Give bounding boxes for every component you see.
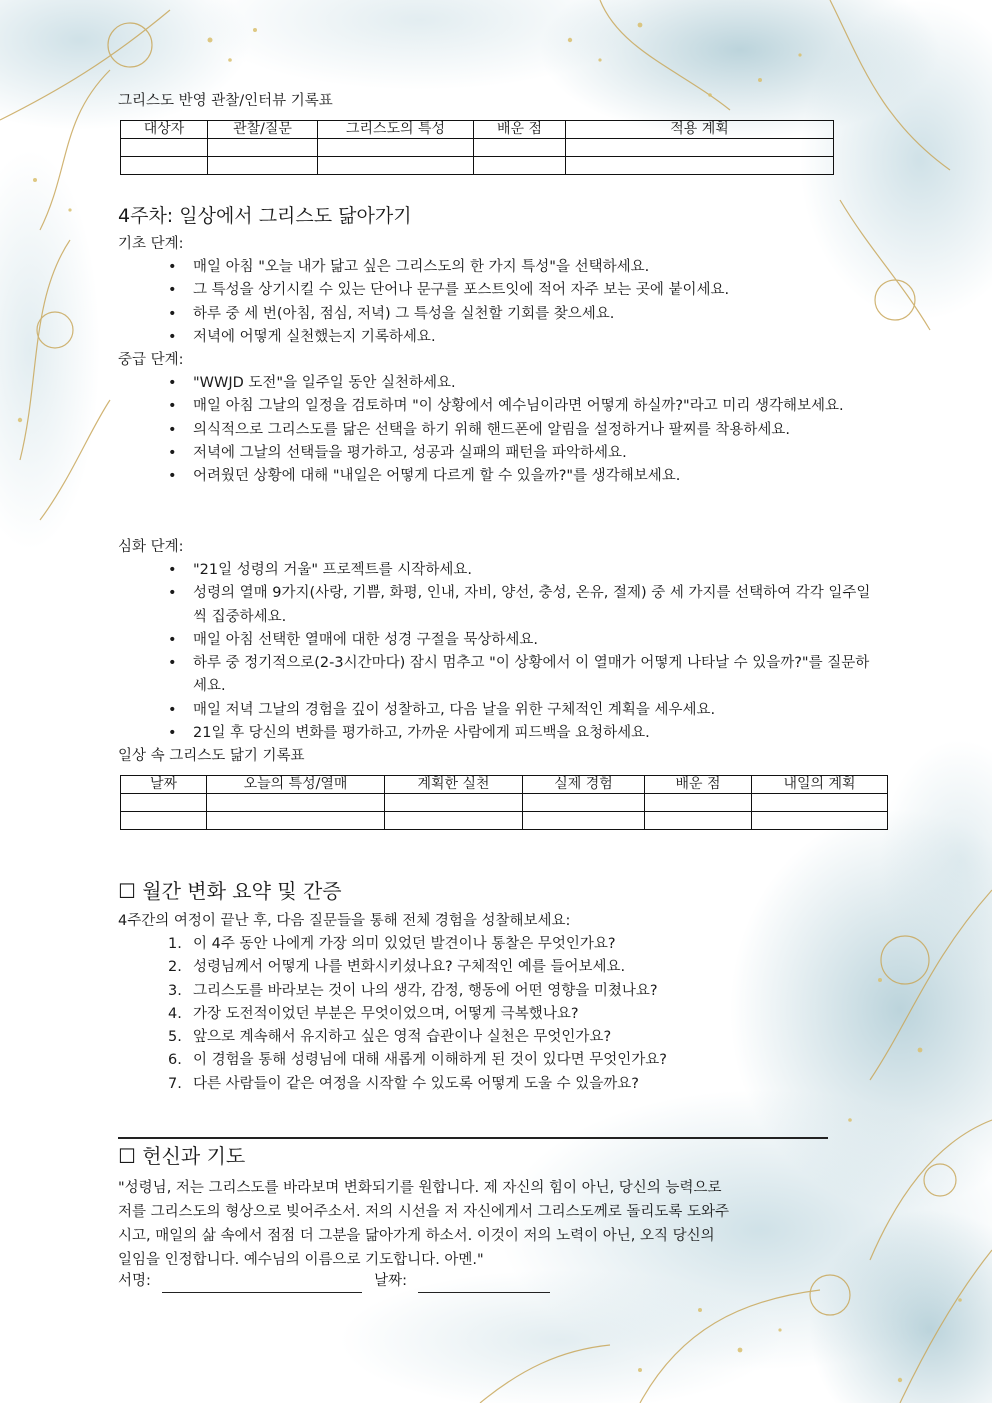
- table-header-cell: 관찰/질문: [208, 121, 318, 139]
- question-text: 다른 사람들이 같은 여정을 시작할 수 있도록 어떻게 도울 수 있을까요?: [193, 1075, 639, 1092]
- list-item: [168, 980, 873, 1003]
- table-cell[interactable]: [752, 794, 888, 812]
- table-cell[interactable]: [566, 139, 834, 157]
- prayer-line: "성령님, 저는 그리스도를 바라보며 변화되기를 원합니다. 제 자신의 힘이 아닌, 당신의 능력으로: [118, 1180, 722, 1196]
- list-item: • 하루 중 세 번(아침, 점심, 저녁) 그 특성을 실천할 기회를 찾으세요.: [168, 303, 873, 326]
- list-number: 5.: [168, 1029, 182, 1046]
- date-field[interactable]: [418, 1276, 550, 1293]
- table-header-cell: 대상자: [121, 121, 208, 139]
- table-header-row: [121, 776, 888, 794]
- list-item: • "21일 성령의 거울" 프로젝트를 시작하세요.: [168, 559, 873, 582]
- observe-table: [120, 120, 834, 175]
- table-cell[interactable]: [523, 794, 645, 812]
- mid-stage-label: 중급 단계:: [118, 352, 184, 368]
- list-item: • 매일 아침 그날의 일정을 검토하며 "이 상황에서 예수님이라면 어떻게 하실까?"라고 미리 생각해보세요.: [168, 395, 873, 418]
- table-cell[interactable]: [474, 139, 566, 157]
- table-cell[interactable]: [208, 139, 318, 157]
- list-item: • 성령의 열매 9가지(사랑, 기쁨, 화평, 인내, 자비, 양선, 충성, 온유, 절제) 중 세 가지를 선택하여 각각 일주일씩 집중하세요.: [168, 582, 873, 629]
- table-cell[interactable]: [523, 812, 645, 830]
- list-item: • 어려웠던 상황에 대해 "내일은 어떻게 다르게 할 수 있을까?"를 생각해보세요.: [168, 465, 873, 488]
- table-cell[interactable]: [385, 812, 523, 830]
- mid-stage-list: [168, 372, 873, 488]
- daily-table: [120, 775, 888, 830]
- basic-stage-label: 기초 단계:: [118, 236, 184, 252]
- table-row: [121, 157, 834, 175]
- list-item: • 매일 아침 선택한 열매에 대한 성경 구절을 묵상하세요.: [168, 629, 873, 652]
- table-row: [121, 812, 888, 830]
- prayer-line: 일임을 인정합니다. 예수님의 이름으로 기도합니다. 아멘.": [118, 1252, 484, 1268]
- basic-stage-list: [168, 256, 873, 349]
- commitment-heading: ☐ 헌신과 기도: [118, 1144, 246, 1168]
- signature-label: 서명:: [118, 1273, 151, 1289]
- list-item: • 의식적으로 그리스도를 닮은 선택을 하기 위해 핸드폰에 알림을 설정하거나 팔찌를 착용하세요.: [168, 419, 873, 442]
- summary-question-list: [168, 933, 873, 1096]
- table-cell[interactable]: [385, 794, 523, 812]
- table-header-cell: 배운 점: [645, 776, 752, 794]
- question-text: 이 경험을 통해 성령님에 대해 새롭게 이해하게 된 것이 있다면 무엇인가요?: [193, 1052, 667, 1069]
- table-cell[interactable]: [474, 157, 566, 175]
- table-cell[interactable]: [318, 139, 474, 157]
- deep-stage-list: [168, 559, 873, 745]
- observe-table-title: 그리스도 반영 관찰/인터뷰 기록표: [118, 93, 333, 109]
- list-item: [168, 1073, 873, 1096]
- section-divider: [118, 1137, 828, 1139]
- list-item: [168, 956, 873, 979]
- question-text: 성령님께서 어떻게 나를 변화시키셨나요? 구체적인 예를 들어보세요.: [193, 959, 626, 976]
- list-item: • 21일 후 당신의 변화를 평가하고, 가까운 사람에게 피드백을 요청하세요.: [168, 722, 873, 745]
- list-item: • 하루 중 정기적으로(2-3시간마다) 잠시 멈추고 "이 상황에서 이 열매가 어떻게 나타날 수 있을까?"를 질문하세요.: [168, 652, 873, 699]
- table-header-cell: 그리스도의 특성: [318, 121, 474, 139]
- signature-row: [118, 1270, 550, 1293]
- signature-field[interactable]: [162, 1276, 362, 1293]
- date-label: 날짜:: [374, 1273, 408, 1289]
- table-row: [121, 139, 834, 157]
- list-item: [168, 1026, 873, 1049]
- table-header-cell: 오늘의 특성/열매: [207, 776, 385, 794]
- list-number: 3.: [168, 982, 182, 999]
- prayer-line: 저를 그리스도의 형상으로 빚어주소서. 저의 시선을 저 자신에게서 그리스도께로 돌리도록 도와주: [118, 1204, 729, 1220]
- table-cell[interactable]: [121, 794, 207, 812]
- table-cell[interactable]: [566, 157, 834, 175]
- table-cell[interactable]: [207, 794, 385, 812]
- table-header-cell: 배운 점: [474, 121, 566, 139]
- list-item: • 매일 아침 "오늘 내가 닮고 싶은 그리스도의 한 가지 특성"을 선택하세요.: [168, 256, 873, 279]
- table-cell[interactable]: [121, 812, 207, 830]
- list-item: • 저녁에 어떻게 실천했는지 기록하세요.: [168, 326, 873, 349]
- table-header-row: [121, 121, 834, 139]
- table-cell[interactable]: [121, 157, 208, 175]
- list-number: 2.: [168, 959, 182, 976]
- question-text: 가장 도전적이었던 부분은 무엇이었으며, 어떻게 극복했나요?: [193, 1005, 579, 1022]
- list-item: • 그 특성을 상기시킬 수 있는 단어나 문구를 포스트잇에 적어 자주 보는 곳에 붙이세요.: [168, 279, 873, 302]
- table-header-cell: 날짜: [121, 776, 207, 794]
- daily-table-title: 일상 속 그리스도 닮기 기록표: [118, 748, 305, 764]
- table-row: [121, 794, 888, 812]
- table-cell[interactable]: [752, 812, 888, 830]
- list-item: [168, 1049, 873, 1072]
- list-item: [168, 933, 873, 956]
- question-text: 앞으로 계속해서 유지하고 싶은 영적 습관이나 실천은 무엇인가요?: [193, 1029, 612, 1046]
- summary-heading: ☐ 월간 변화 요약 및 간증: [118, 879, 342, 903]
- table-header-cell: 계획한 실천: [385, 776, 523, 794]
- table-cell[interactable]: [121, 139, 208, 157]
- deep-stage-label: 심화 단계:: [118, 539, 184, 555]
- list-number: 4.: [168, 1005, 182, 1022]
- table-cell[interactable]: [645, 794, 752, 812]
- list-number: 1.: [168, 936, 182, 952]
- list-item: [168, 1003, 873, 1026]
- question-text: 그리스도를 바라보는 것이 나의 생각, 감정, 행동에 어떤 영향을 미쳤나요?: [193, 982, 658, 999]
- table-header-cell: 실제 경험: [523, 776, 645, 794]
- table-cell[interactable]: [207, 812, 385, 830]
- list-item: • 저녁에 그날의 선택들을 평가하고, 성공과 실패의 패턴을 파악하세요.: [168, 442, 873, 465]
- list-item: • 매일 저녁 그날의 경험을 깊이 성찰하고, 다음 날을 위한 구체적인 계획을 세우세요.: [168, 699, 873, 722]
- list-item: • "WWJD 도전"을 일주일 동안 실천하세요.: [168, 372, 873, 395]
- summary-intro: 4주간의 여정이 끝난 후, 다음 질문들을 통해 전체 경험을 성찰해보세요:: [118, 913, 571, 929]
- prayer-line: 시고, 매일의 삶 속에서 점점 더 그분을 닮아가게 하소서. 이것이 저의 노력이 아닌, 오직 당신의: [118, 1228, 715, 1244]
- question-text: 이 4주 동안 나에게 가장 의미 있었던 발견이나 통찰은 무엇인가요?: [193, 936, 616, 952]
- week4-heading: 4주차: 일상에서 그리스도 닮아가기: [118, 205, 412, 227]
- list-number: 7.: [168, 1075, 182, 1092]
- table-header-cell: 내일의 계획: [752, 776, 888, 794]
- list-number: 6.: [168, 1052, 182, 1069]
- table-cell[interactable]: [318, 157, 474, 175]
- table-cell[interactable]: [208, 157, 318, 175]
- table-cell[interactable]: [645, 812, 752, 830]
- table-header-cell: 적용 계획: [566, 121, 834, 139]
